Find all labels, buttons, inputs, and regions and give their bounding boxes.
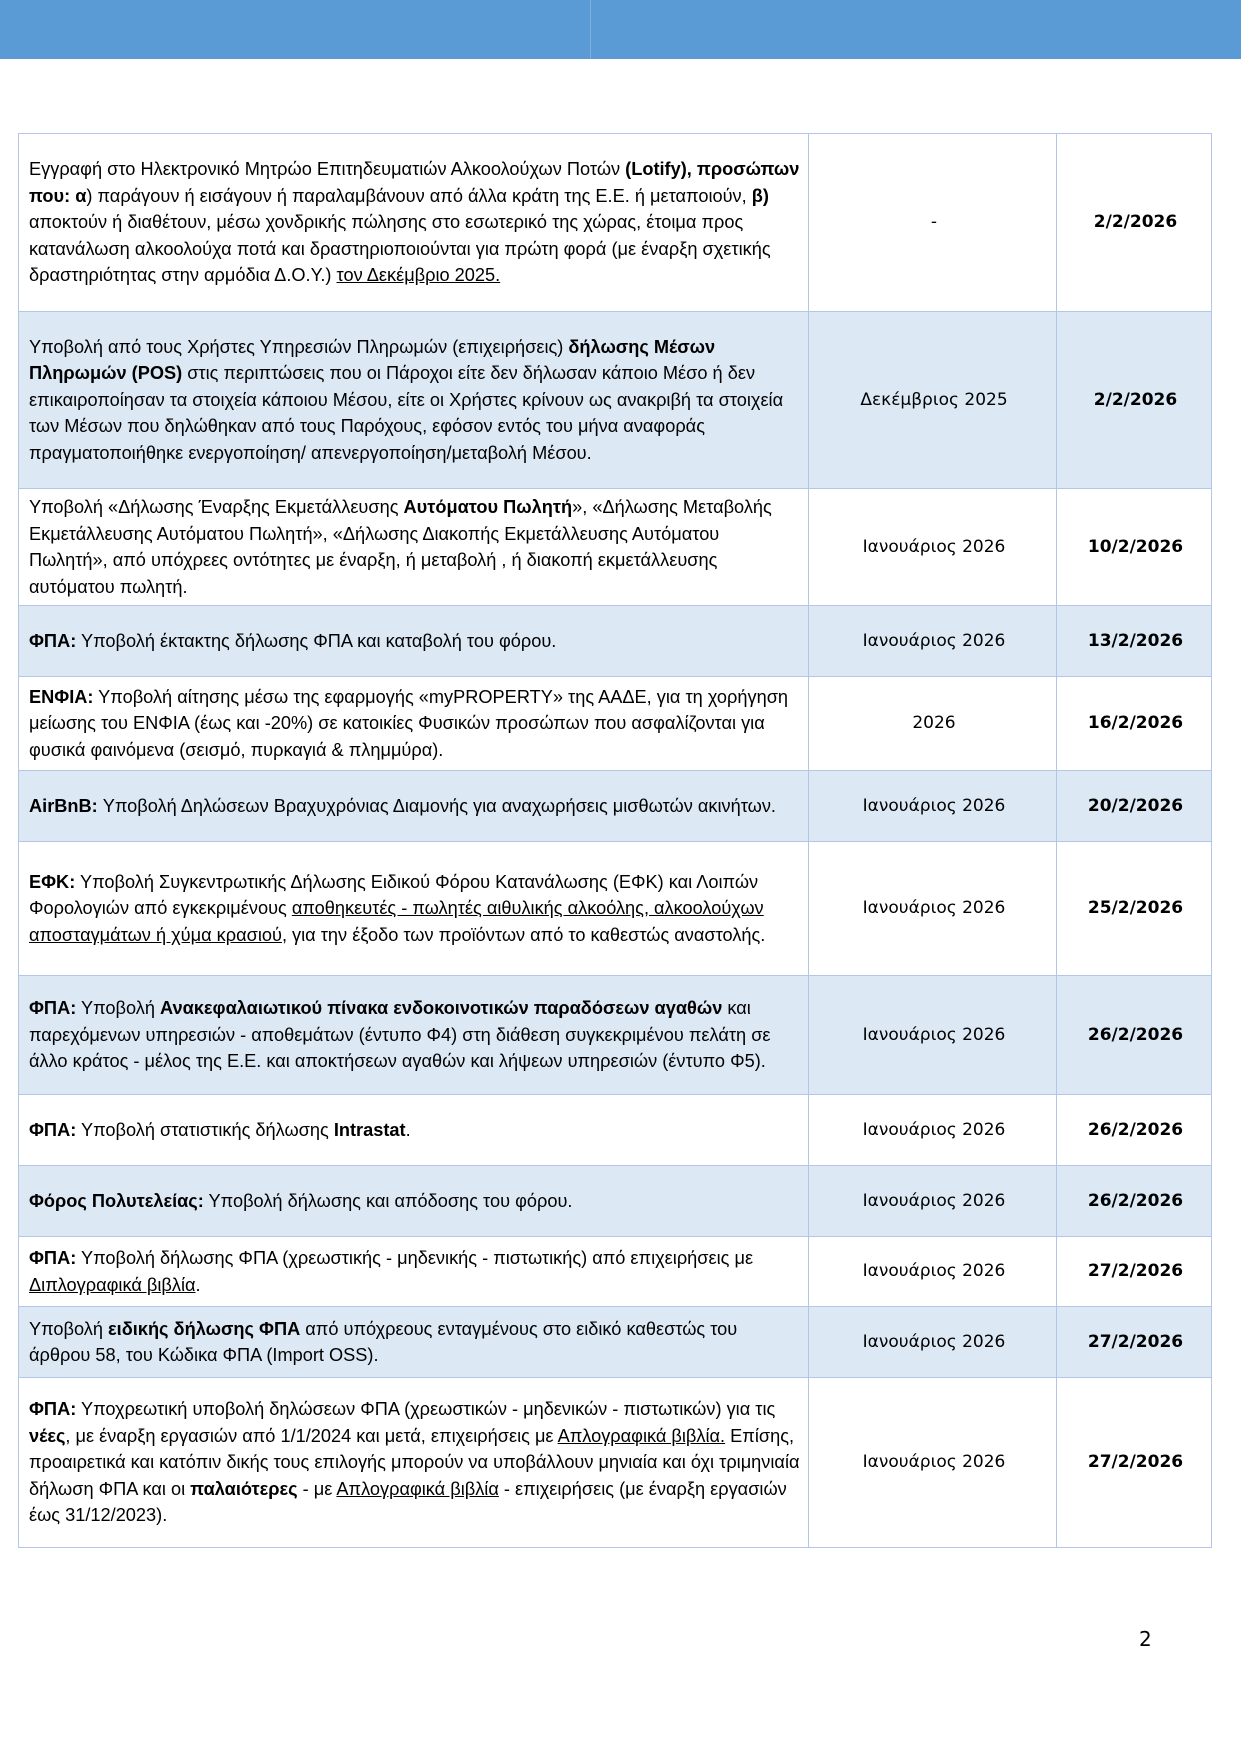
obligation-description xyxy=(19,976,809,1095)
text: Υποβολή Δηλώσεων Βραχυχρόνιας Διαμονής για αναχωρήσεις μισθωτών ακινήτων. xyxy=(97,795,776,816)
table-row xyxy=(19,842,1212,976)
text: . xyxy=(405,1119,411,1140)
text: Υποχρεωτική υποβολή δηλώσεων ΦΠΑ (χρεωστικών - μηδενικών - πιστωτικών) για τις xyxy=(76,1399,776,1420)
reference-period: Ιανουάριος 2026 xyxy=(809,976,1057,1095)
underlined-text: τον Δεκέμβριο 2025. xyxy=(336,265,501,286)
bold-text: ΦΠΑ: xyxy=(29,630,77,651)
table-body xyxy=(19,134,1212,1548)
obligation-description xyxy=(19,842,809,976)
deadline-date: 10/2/2026 xyxy=(1057,489,1212,606)
text: », «Δήλωσης Μεταβολής Εκμετάλλευσης Αυτόματου Πωλητή», «Δήλωσης Διακοπής Εκμετάλλευσης Αυτόματου Πωλητή», από υπόχρεες οντότητες με έναρξη, ή μεταβολή , ή διακοπή εκμετάλλευσης αυτόματου πωλητή. xyxy=(29,497,772,597)
bold-text: Αυτόματου Πωλητή xyxy=(403,497,573,517)
text: Επίσης, προαιρετικά και κατόπιν δικής τους επιλογής μπορούν να υποβάλλουν μηνιαία και όχι τριμηνιαία δήλωση ΦΠΑ και οι xyxy=(29,1425,800,1499)
obligation-description xyxy=(19,134,809,312)
reference-period: Ιανουάριος 2026 xyxy=(809,606,1057,677)
deadline-date: 13/2/2026 xyxy=(1057,606,1212,677)
deadline-date: 20/2/2026 xyxy=(1057,771,1212,842)
text: - επιχειρήσεις (με έναρξη εργασιών έως 31/12/2023). xyxy=(29,1478,787,1526)
bold-text: ΦΠΑ: xyxy=(29,1248,77,1268)
obligation-description xyxy=(19,771,809,842)
reference-period: Ιανουάριος 2026 xyxy=(809,1166,1057,1237)
text: στις περιπτώσεις που οι Πάροχοι είτε δεν δήλωσαν κάποιο Μέσο ή δεν επικαιροποίησαν τα στοιχεία κάποιου Μέσου, είτε οι Χρήστες κρίνουν ως ανακριβή τα στοιχεία των Μέσων που δηλώθηκαν από τους Παρόχους, εφόσον εντός του μήνα αναφοράς πραγματοποιήθηκε ενεργοποίηση/ απενεργοποίηση/μεταβολή Μέσου. xyxy=(29,363,784,463)
reference-period: Ιανουάριος 2026 xyxy=(809,489,1057,606)
bold-text: Ανακεφαλαιωτικού πίνακα ενδοκοινοτικών παραδόσεων αγαθών xyxy=(160,998,723,1019)
reference-period: Ιανουάριος 2026 xyxy=(809,1237,1057,1307)
reference-period: Ιανουάριος 2026 xyxy=(809,1307,1057,1378)
table-row xyxy=(19,976,1212,1095)
bold-text: (Lotify), xyxy=(625,159,692,180)
bold-text: ΕΝΦΙΑ: xyxy=(29,686,94,707)
bold-text: ΕΦΚ: xyxy=(29,871,76,892)
text: , με έναρξη εργασιών από 1/1/2024 και μετά, επιχειρήσεις με xyxy=(65,1425,558,1446)
underlined-text: Απλογραφικά βιβλία xyxy=(336,1478,499,1499)
deadline-date: 27/2/2026 xyxy=(1057,1237,1212,1307)
bold-text: παλαιότερες xyxy=(190,1478,298,1499)
deadline-date: 2/2/2026 xyxy=(1057,312,1212,489)
text: από υπόχρεους ενταγμένους στο ειδικό καθεστώς του άρθρου 58, του Κώδικα ΦΠΑ (Import OSS). xyxy=(29,1318,738,1365)
deadline-date: 2/2/2026 xyxy=(1057,134,1212,312)
text: Υποβολή xyxy=(76,998,161,1019)
obligation-description xyxy=(19,677,809,771)
obligation-description xyxy=(19,1307,809,1378)
bold-text: δήλωσης Μέσων Πληρωμών (POS) xyxy=(29,336,716,384)
deadline-date: 27/2/2026 xyxy=(1057,1307,1212,1378)
table-row xyxy=(19,1095,1212,1166)
bold-text: ΦΠΑ: xyxy=(29,1399,77,1420)
header-band-right xyxy=(591,0,1241,59)
obligation-description xyxy=(19,1378,809,1548)
bold-text: AirBnB: xyxy=(29,795,98,816)
bold-text: ΦΠΑ: xyxy=(29,998,77,1019)
text: Υποβολή «Δήλωσης Έναρξης Εκμετάλλευσης xyxy=(29,497,404,517)
text: Υποβολή στατιστικής δήλωσης xyxy=(76,1119,334,1140)
tax-deadlines-table xyxy=(18,133,1212,1548)
text: . xyxy=(195,1274,201,1295)
table-row xyxy=(19,771,1212,842)
obligation-description xyxy=(19,312,809,489)
header-band xyxy=(0,0,1241,59)
text: , για την έξοδο των προϊόντων από το καθεστώς αναστολής. xyxy=(281,924,766,945)
text: Υποβολή έκτακτης δήλωσης ΦΠΑ και καταβολή του φόρου. xyxy=(76,630,557,651)
table-row xyxy=(19,134,1212,312)
obligation-description xyxy=(19,489,809,606)
text: Υποβολή Συγκεντρωτικής Δήλωσης Ειδικού Φόρου Κατανάλωσης (ΕΦΚ) και Λοιπών Φορολογιών από εγκεκριμένους xyxy=(29,871,759,919)
deadline-date: 25/2/2026 xyxy=(1057,842,1212,976)
obligation-description xyxy=(19,1166,809,1237)
table-row xyxy=(19,677,1212,771)
deadline-date: 26/2/2026 xyxy=(1057,976,1212,1095)
deadline-date: 26/2/2026 xyxy=(1057,1166,1212,1237)
text: αποκτούν ή διαθέτουν, μέσω χονδρικής πώλησης στο εσωτερικό της χώρας, έτοιμα προς κατανάλωση αλκοολούχα ποτά και δραστηριοποιούνται για πρώτη φορά (με έναρξη σχετικής δραστηριότητας στην αρμόδια Δ.Ο.Υ.) xyxy=(29,212,771,286)
table-row xyxy=(19,1166,1212,1237)
reference-period: 2026 xyxy=(809,677,1057,771)
bold-text: ΦΠΑ: xyxy=(29,1119,77,1140)
reference-period: Ιανουάριος 2026 xyxy=(809,1378,1057,1548)
obligation-description xyxy=(19,1095,809,1166)
underlined-text: Διπλογραφικά βιβλία xyxy=(29,1274,196,1295)
bold-text: β) xyxy=(751,185,769,206)
reference-period: Ιανουάριος 2026 xyxy=(809,842,1057,976)
reference-period: Ιανουάριος 2026 xyxy=(809,1095,1057,1166)
text: Υποβολή δήλωσης ΦΠΑ (χρεωστικής - μηδενικής - πιστωτικής) από επιχειρήσεις με xyxy=(76,1248,754,1268)
bold-text: νέες xyxy=(29,1425,66,1446)
text: ) παράγουν ή εισάγουν ή παραλαμβάνουν από άλλα κράτη της Ε.Ε. ή μεταποιούν, xyxy=(86,185,752,206)
obligation-description xyxy=(19,1237,809,1307)
table-row xyxy=(19,312,1212,489)
table-row xyxy=(19,1237,1212,1307)
bold-text: ειδικής δήλωσης ΦΠΑ xyxy=(108,1318,301,1339)
deadline-date: 16/2/2026 xyxy=(1057,677,1212,771)
text: Υποβολή xyxy=(29,1318,109,1339)
reference-period: Ιανουάριος 2026 xyxy=(809,771,1057,842)
text: Υποβολή δήλωσης και απόδοσης του φόρου. xyxy=(203,1190,573,1211)
deadline-date: 26/2/2026 xyxy=(1057,1095,1212,1166)
bold-text: Φόρος Πολυτελείας: xyxy=(29,1190,204,1211)
reference-period: Δεκέμβριος 2025 xyxy=(809,312,1057,489)
text: και παρεχόμενων υπηρεσιών - αποθεμάτων (έντυπο Φ4) στη διάθεση συγκεκριμένου πελάτη σε άλλο κράτος - μέλος της Ε.Ε. και αποκτήσεων αγαθών και λήψεων υπηρεσιών (έντυπο Φ5). xyxy=(29,998,771,1072)
header-band-left xyxy=(0,0,591,59)
text: Υποβολή αίτησης μέσω της εφαρμογής «myPROPERTY» της ΑΑΔΕ, για τη χορήγηση μείωσης του ΕΝΦΙΑ (έως και -20%) σε κατοικίες Φυσικών προσώπων που ασφαλίζονται για φυσικά φαινόμενα (σεισμό, πυρκαγιά & πλημμύρα). xyxy=(29,686,789,760)
reference-period: - xyxy=(809,134,1057,312)
text: Υποβολή από τους Χρήστες Υπηρεσιών Πληρωμών (επιχειρήσεις) xyxy=(29,336,569,357)
text: Εγγραφή στο Ηλεκτρονικό Μητρώο Επιτηδευματιών Αλκοολούχων Ποτών xyxy=(29,159,626,180)
table-row xyxy=(19,606,1212,677)
table-row xyxy=(19,1378,1212,1548)
table-row xyxy=(19,489,1212,606)
text: - με xyxy=(297,1478,337,1499)
page-number: 2 xyxy=(1139,1627,1152,1651)
bold-text: προσώπων που: α xyxy=(29,159,800,206)
obligation-description xyxy=(19,606,809,677)
deadline-date: 27/2/2026 xyxy=(1057,1378,1212,1548)
underlined-text: Απλογραφικά βιβλία. xyxy=(557,1425,726,1446)
underlined-text: αποθηκευτές - πωλητές αιθυλικής αλκοόλης, αλκοολούχων αποσταγμάτων ή χύμα κρασιού xyxy=(29,898,764,945)
bold-text: Intrastat xyxy=(333,1119,406,1140)
table-row xyxy=(19,1307,1212,1378)
